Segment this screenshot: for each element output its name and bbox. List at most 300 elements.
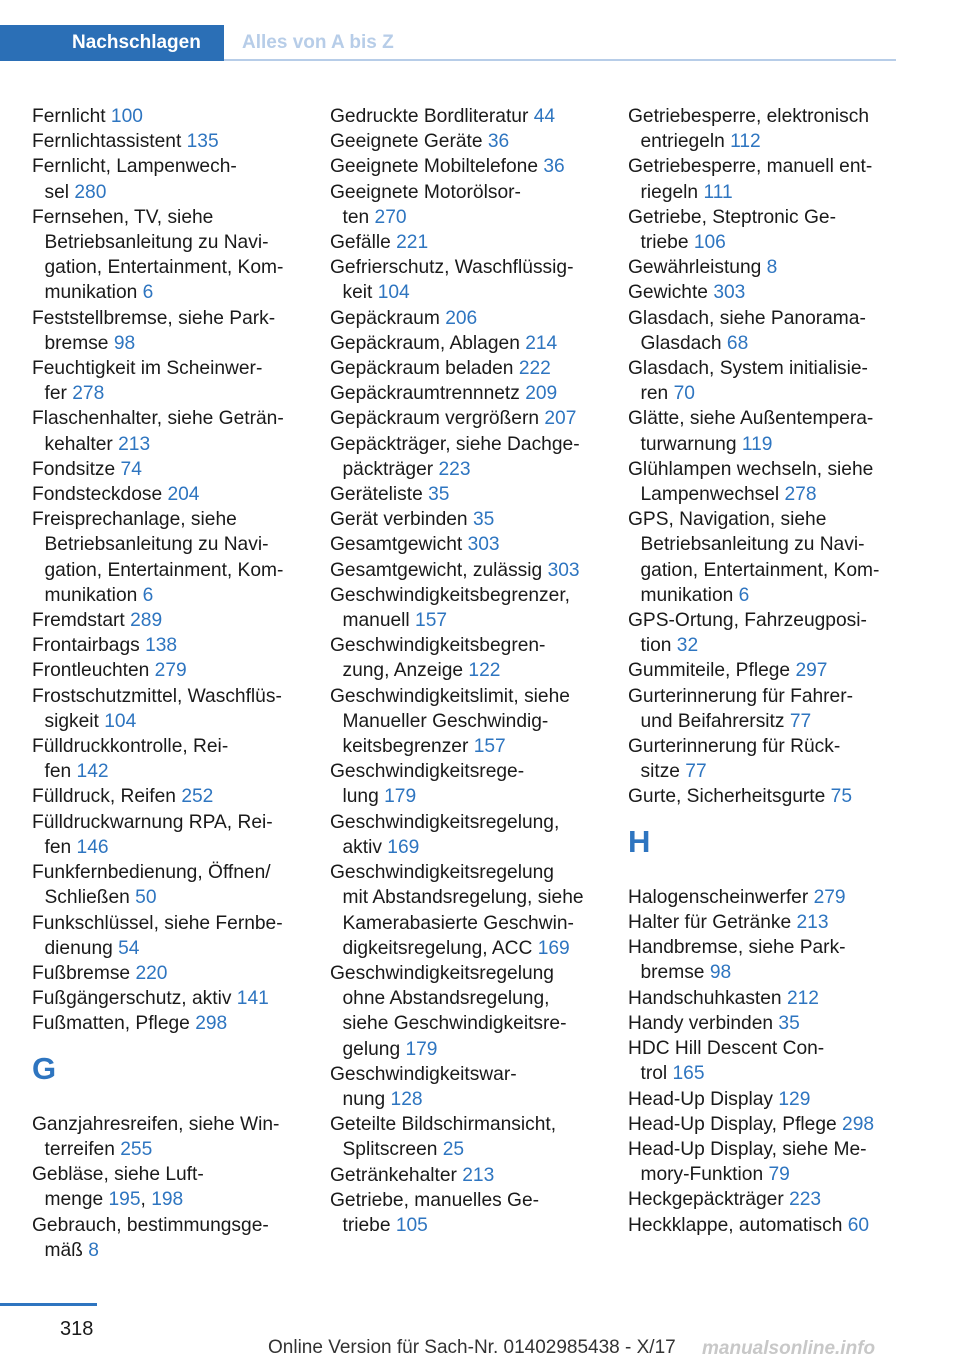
page-reference-link[interactable]: 142 (76, 761, 109, 783)
page-reference-link[interactable]: 169 (387, 836, 420, 858)
index-entry-line (330, 936, 620, 961)
index-term-text: Handy verbinden (628, 1012, 774, 1034)
index-entry (330, 306, 620, 331)
index-entry-line (32, 1137, 322, 1162)
index-term-text: gation, Entertainment, Kom- (640, 559, 880, 581)
page-reference-link[interactable]: 298 (842, 1113, 875, 1135)
page-reference-link[interactable]: 223 (438, 458, 471, 480)
page-reference-link[interactable]: 36 (543, 156, 565, 178)
index-term-text: Kamerabasierte Geschwin- (342, 912, 574, 934)
index-term-text: GPS, Navigation, siehe (628, 509, 827, 531)
index-entry (628, 1011, 928, 1036)
index-entry (330, 482, 620, 507)
page-reference-link[interactable]: 157 (473, 736, 506, 758)
index-term-text: Fußmatten, Pflege (32, 1013, 190, 1035)
page-reference-link[interactable]: 35 (472, 509, 495, 531)
index-entry-line (330, 810, 620, 835)
index-entry-line (330, 1062, 620, 1087)
index-term-text: Funkfernbedienung, Öffnen/ (32, 862, 271, 884)
index-entry (32, 1213, 322, 1263)
index-entry (32, 860, 322, 910)
index-entry-line (32, 658, 322, 683)
index-entry-line (330, 961, 620, 986)
index-entry (628, 280, 928, 305)
index-term-text: und Beifahrersitz (640, 710, 785, 732)
index-entry-line (628, 558, 928, 583)
index-term-text: Betriebsanleitung zu Navi- (640, 534, 865, 556)
index-entry-line (32, 482, 322, 507)
index-term-text: Halter für Getränke (628, 912, 792, 934)
index-entry-line (32, 810, 322, 835)
index-entry-line (628, 457, 928, 482)
index-entry-line (628, 583, 928, 608)
index-entry-line (628, 986, 928, 1011)
index-entry (32, 684, 322, 734)
page-reference-link[interactable]: 79 (768, 1164, 790, 1186)
index-entry-line (628, 104, 928, 129)
index-entry-line (628, 331, 928, 356)
page-reference-link[interactable]: 60 (847, 1214, 870, 1236)
page-reference-link[interactable]: 6 (738, 584, 750, 606)
index-entry (628, 1087, 928, 1112)
index-term-text: Geeignete Mobiltelefone (330, 156, 539, 178)
index-entry (330, 532, 620, 557)
index-entry (32, 784, 322, 809)
index-entry-line (32, 180, 322, 205)
page-reference-link[interactable]: 278 (72, 383, 105, 405)
index-term-text: Gummiteile, Pflege (628, 660, 791, 682)
page-reference-link[interactable]: 128 (390, 1088, 423, 1110)
index-term-text: gation, Entertainment, Kom- (44, 257, 284, 279)
index-entry-line (330, 608, 620, 633)
index-entry (628, 1213, 928, 1238)
page-reference-link[interactable]: 207 (544, 408, 577, 430)
index-entry (330, 432, 620, 482)
page-reference-link[interactable]: 104 (104, 710, 137, 732)
index-term-text: gelung (342, 1038, 401, 1060)
index-entry-line (628, 633, 928, 658)
index-term-text: Manueller Geschwindig- (342, 710, 549, 732)
page-reference-link[interactable]: 255 (120, 1138, 153, 1160)
page-reference-link[interactable]: 35 (778, 1012, 800, 1034)
index-entry-line (628, 432, 928, 457)
index-entry-line (628, 658, 928, 683)
index-entry (32, 986, 322, 1011)
index-entry-line (330, 406, 620, 431)
index-entry-line (330, 280, 620, 305)
page-reference-link[interactable]: 8 (766, 257, 778, 279)
page-reference-link[interactable]: 204 (167, 484, 200, 506)
index-entry-line (330, 633, 620, 658)
index-term-text: bremse (44, 332, 109, 354)
page-reference-link[interactable]: 278 (784, 484, 817, 506)
page-reference-link[interactable]: 157 (415, 610, 448, 632)
index-entry (32, 205, 322, 306)
index-entry-line (32, 129, 322, 154)
index-entry-line (628, 205, 928, 230)
index-term-text: Fondsitze (32, 458, 116, 480)
page-reference-link[interactable]: 297 (795, 660, 828, 682)
index-term-text: Geschwindigkeitsregelung (330, 862, 554, 884)
page-reference-link[interactable]: 119 (741, 433, 773, 455)
index-term-text: manuell (342, 610, 410, 632)
index-entry-line (628, 306, 928, 331)
page-reference-link[interactable]: 198 (151, 1189, 184, 1211)
index-term-text: Heckgepäckträger (628, 1189, 784, 1211)
index-entry (32, 734, 322, 784)
index-term-text: Geschwindigkeitsregelung (330, 962, 554, 984)
index-term-text: fen (44, 761, 72, 783)
online-version-note: Online Version für Sach-Nr. 01402985438 - X/17 (268, 1337, 676, 1358)
index-term-text: lung (342, 786, 379, 808)
index-term-text: ohne Abstandsregelung, (342, 988, 550, 1010)
page-reference-link[interactable]: 165 (672, 1063, 705, 1085)
index-term-text: mory-Funktion (640, 1164, 764, 1186)
index-entry-line (330, 154, 620, 179)
index-term-text: Gesamtgewicht (330, 534, 463, 556)
index-entry-line (330, 986, 620, 1011)
index-term-text: Gedruckte Bordliteratur (330, 106, 529, 127)
index-entry (330, 1062, 620, 1112)
index-entry-line (330, 583, 620, 608)
page-reference-link[interactable]: 104 (377, 282, 410, 304)
index-entry-line (32, 381, 322, 406)
page-reference-link[interactable]: 77 (789, 710, 812, 732)
page-reference-link[interactable]: 44 (533, 106, 556, 127)
index-entry-line (628, 960, 928, 985)
index-entry (628, 104, 928, 154)
index-entry-line (32, 331, 322, 356)
page-reference-link[interactable]: 112 (730, 131, 761, 153)
index-term-text: Frontairbags (32, 635, 140, 657)
index-term-text: sel (44, 181, 70, 203)
index-term-text: digkeitsregelung, ACC (342, 937, 533, 959)
index-entry-line (628, 1087, 928, 1112)
index-term-text: Geschwindigkeitsbegrenzer, (330, 584, 570, 606)
page-reference-link[interactable]: 54 (118, 937, 140, 959)
index-term-text: Fernsehen, TV, siehe (32, 206, 214, 228)
page-reference-link[interactable]: 8 (88, 1239, 99, 1261)
index-term-text: Geschwindigkeitswar- (330, 1063, 517, 1085)
index-term-text: Gebrauch, bestimmungsge- (32, 1214, 269, 1236)
index-term-text: Fernlicht (32, 106, 106, 127)
index-term-text: munikation (44, 584, 138, 606)
page-reference-link[interactable]: 206 (445, 307, 478, 329)
page-reference-link[interactable]: 270 (374, 206, 407, 228)
index-term-text: päckträger (342, 458, 434, 480)
index-entry-line (330, 1213, 620, 1238)
index-term-text: Fondsteckdose (32, 484, 163, 506)
index-term-text: Gepäckraumtrennnetz (330, 383, 520, 405)
index-entry (330, 180, 620, 230)
index-term-text: Frostschutzmittel, Waschflüs- (32, 685, 282, 707)
index-term-text: Gesamtgewicht, zulässig (330, 559, 543, 581)
index-entry-line (330, 129, 620, 154)
index-entry (628, 154, 928, 204)
index-entry-line (628, 784, 928, 809)
index-entry-line (628, 381, 928, 406)
page-separator: , (140, 1189, 146, 1211)
page-reference-link[interactable]: 303 (547, 559, 580, 581)
page-reference-link[interactable]: 50 (135, 887, 157, 909)
index-entry (628, 255, 928, 280)
index-entry-line (628, 910, 928, 935)
index-term-text: Glasdach (640, 332, 722, 354)
page-reference-link[interactable]: 146 (76, 836, 109, 858)
index-entry (628, 306, 928, 356)
index-entry-line (330, 734, 620, 759)
page-reference-link[interactable]: 138 (145, 635, 178, 657)
page-reference-link[interactable]: 141 (236, 988, 269, 1010)
index-entry-line (628, 1187, 928, 1212)
index-entry (330, 1163, 620, 1188)
index-term-text: siehe Geschwindigkeitsre- (342, 1013, 567, 1035)
index-term-text: Geeignete Motorölsor- (330, 181, 521, 203)
index-term-text: Geeignete Geräte (330, 131, 483, 153)
index-entry (330, 1112, 620, 1162)
index-term-text: trol (640, 1063, 668, 1085)
index-entry (32, 406, 322, 456)
index-term-text: Head-Up Display (628, 1088, 774, 1110)
index-entry-line (32, 104, 322, 129)
index-term-text: Gewichte (628, 282, 708, 304)
index-entry-line (628, 255, 928, 280)
index-entry (32, 911, 322, 961)
index-term-text: Ganzjahresreifen, siehe Win- (32, 1113, 280, 1135)
index-term-text: zung, Anzeige (342, 660, 464, 682)
page-reference-link[interactable]: 221 (396, 232, 429, 254)
index-entry (628, 935, 928, 985)
page-reference-link[interactable]: 212 (786, 987, 819, 1009)
page-reference-link[interactable]: 98 (709, 962, 732, 984)
index-entry-line (32, 709, 322, 734)
index-term-text: Getriebesperre, elektronisch (628, 106, 870, 127)
page-reference-link[interactable]: 6 (142, 282, 154, 304)
index-entry-line (330, 1011, 620, 1036)
index-term-text: Geschwindigkeitsbegren- (330, 635, 546, 657)
index-entry (628, 356, 928, 406)
index-entry-line (330, 558, 620, 583)
index-entry-line (330, 1087, 620, 1112)
index-entry-line (330, 457, 620, 482)
index-entry (628, 885, 928, 910)
index-entry (32, 810, 322, 860)
index-term-text: Glühlampen wechseln, siehe (628, 458, 874, 480)
index-entry-line (628, 1137, 928, 1162)
section-letter: G (32, 1050, 57, 1086)
page-reference-link[interactable]: 135 (186, 131, 219, 153)
page-reference-link[interactable]: 195 (108, 1189, 141, 1211)
page-reference-link[interactable]: 303 (467, 534, 500, 556)
index-term-text: mäß (44, 1239, 83, 1261)
index-entry-line (330, 205, 620, 230)
page-reference-link[interactable]: 279 (154, 660, 187, 682)
index-term-text: Lampenwechsel (640, 484, 780, 506)
index-entry (32, 306, 322, 356)
index-entry (628, 986, 928, 1011)
index-entry-line (32, 432, 322, 457)
index-term-text: tion (640, 635, 672, 657)
index-entry (32, 356, 322, 406)
page-reference-link[interactable]: 209 (525, 383, 558, 405)
index-entry (628, 658, 928, 683)
index-entry (628, 1137, 928, 1187)
page-reference-link[interactable]: 122 (468, 660, 501, 682)
index-entry (330, 255, 620, 305)
index-entry-line (628, 507, 928, 532)
index-entry-line (32, 911, 322, 936)
page-reference-link[interactable]: 36 (487, 131, 510, 153)
index-term-text: Handschuhkasten (628, 987, 782, 1009)
page-reference-link[interactable]: 252 (181, 786, 214, 808)
index-term-text: mit Abstandsregelung, siehe (342, 887, 584, 909)
index-entry-line (330, 306, 620, 331)
page-reference-link[interactable]: 68 (726, 332, 749, 354)
page-reference-link[interactable]: 289 (130, 610, 163, 632)
index-entry-line (32, 734, 322, 759)
index-term-text: Schließen (44, 887, 130, 909)
page-reference-link[interactable]: 169 (537, 937, 570, 959)
index-entry-line (32, 306, 322, 331)
index-entry-line (330, 356, 620, 381)
tab-alles-von-a-bis-z[interactable]: Alles von A bis Z (224, 25, 896, 61)
index-entry-line (330, 104, 620, 129)
index-entry (32, 658, 322, 683)
page-reference-link[interactable]: 111 (703, 181, 733, 203)
index-term-text: Fußbremse (32, 962, 131, 984)
index-term-text: Geteilte Bildschirmansicht, (330, 1114, 557, 1136)
index-entry-line (628, 885, 928, 910)
index-entry (628, 406, 928, 456)
page-reference-link[interactable]: 303 (713, 282, 746, 304)
page-reference-link[interactable]: 298 (195, 1013, 228, 1035)
index-entry-line (330, 532, 620, 557)
index-term-text: triebe (640, 232, 689, 254)
index-term-text: Fülldruckwarnung RPA, Rei- (32, 811, 273, 833)
page-reference-link[interactable]: 214 (525, 332, 558, 354)
page-reference-link[interactable]: 105 (395, 1214, 428, 1236)
page-reference-link[interactable]: 77 (685, 761, 707, 783)
index-entry (32, 154, 322, 204)
index-entry-line (32, 633, 322, 658)
index-entry-line (32, 457, 322, 482)
index-entry (32, 104, 322, 129)
index-term-text: Fülldruck, Reifen (32, 786, 176, 808)
page-reference-link[interactable]: 129 (778, 1088, 811, 1110)
index-entry-line (32, 936, 322, 961)
index-column-1 (32, 104, 322, 1263)
page-reference-link[interactable]: 179 (405, 1038, 438, 1060)
index-term-text: Head-Up Display, Pflege (628, 1113, 837, 1135)
index-entry-line (628, 1011, 928, 1036)
page-reference-link[interactable]: 223 (789, 1189, 822, 1211)
index-entry-line (32, 255, 322, 280)
index-entry (330, 507, 620, 532)
index-term-text: Gebläse, siehe Luft- (32, 1164, 204, 1186)
index-entry (330, 810, 620, 860)
page-reference-link[interactable]: 6 (142, 584, 154, 606)
page-reference-link[interactable]: 70 (673, 383, 695, 405)
page-reference-link[interactable]: 98 (113, 332, 136, 354)
page-reference-link[interactable]: 179 (384, 786, 417, 808)
index-term-text: Gefälle (330, 232, 391, 254)
index-term-text: Gurterinnerung für Rück- (628, 736, 841, 758)
index-entry-line (330, 255, 620, 280)
page-reference-link[interactable]: 213 (796, 912, 829, 934)
page-reference-link[interactable]: 213 (118, 433, 151, 455)
index-entry (32, 482, 322, 507)
index-entry-line (330, 684, 620, 709)
index-term-text: kehalter (44, 433, 113, 455)
page-reference-link[interactable]: 100 (110, 106, 143, 127)
index-entry-line (32, 1213, 322, 1238)
index-term-text: Funkschlüssel, siehe Fernbe- (32, 912, 283, 934)
index-entry-line (330, 885, 620, 910)
index-term-text: Gewährleistung (628, 257, 762, 279)
index-entry-line (330, 180, 620, 205)
index-term-text: Gurterinnerung für Fahrer- (628, 685, 854, 707)
tab-nachschlagen[interactable]: Nachschlagen (0, 25, 224, 61)
page-reference-link[interactable]: 74 (120, 458, 142, 480)
index-entry-line (628, 709, 928, 734)
page-reference-link[interactable]: 222 (518, 358, 551, 380)
index-entry-line (628, 684, 928, 709)
index-entry-line (330, 860, 620, 885)
index-term-text: dienung (44, 937, 113, 959)
index-term-text: Feststellbremse, siehe Park- (32, 307, 276, 329)
index-term-text: Gepäckträger, siehe Dachge- (330, 433, 580, 455)
index-entry-line (628, 406, 928, 431)
page-reference-link[interactable]: 75 (830, 786, 852, 808)
page-reference-link[interactable]: 32 (676, 635, 699, 657)
index-term-text: fen (44, 836, 72, 858)
page-reference-link[interactable]: 106 (693, 232, 726, 254)
page-reference-link[interactable]: 220 (135, 962, 168, 984)
index-term-text: Fernlichtassistent (32, 131, 182, 153)
page-reference-link[interactable]: 280 (74, 181, 107, 203)
page-reference-link[interactable]: 279 (813, 886, 846, 908)
index-entry (32, 507, 322, 608)
page-reference-link[interactable]: 35 (428, 484, 450, 506)
index-entry-line (32, 608, 322, 633)
index-term-text: Betriebsanleitung zu Navi- (44, 232, 269, 254)
index-entry-line (628, 1112, 928, 1137)
index-entry-line (32, 532, 322, 557)
index-term-text: Getränkehalter (330, 1164, 457, 1186)
index-term-text: Fremdstart (32, 610, 125, 632)
index-entry-line (330, 1188, 620, 1213)
index-entry-line (32, 835, 322, 860)
page-reference-link[interactable]: 213 (462, 1164, 495, 1186)
index-column-3 (628, 104, 928, 1238)
index-term-text: Gefrierschutz, Waschflüssig- (330, 257, 574, 279)
index-entry (330, 154, 620, 179)
index-term-text: Glasdach, System initialisie- (628, 358, 868, 380)
index-entry-line (32, 1162, 322, 1187)
index-entry (32, 1011, 322, 1036)
index-entry (32, 633, 322, 658)
index-entry-line (330, 381, 620, 406)
index-entry (330, 558, 620, 583)
index-term-text: Geräteliste (330, 484, 423, 506)
index-term-text: Handbremse, siehe Park- (628, 937, 846, 959)
index-term-text: Gepäckraum, Ablagen (330, 332, 520, 354)
index-entry-line (330, 658, 620, 683)
index-term-text: Gurte, Sicherheitsgurte (628, 786, 826, 808)
index-term-text: Splitscreen (342, 1139, 438, 1161)
index-entry (330, 129, 620, 154)
page-reference-link[interactable]: 25 (442, 1139, 465, 1161)
